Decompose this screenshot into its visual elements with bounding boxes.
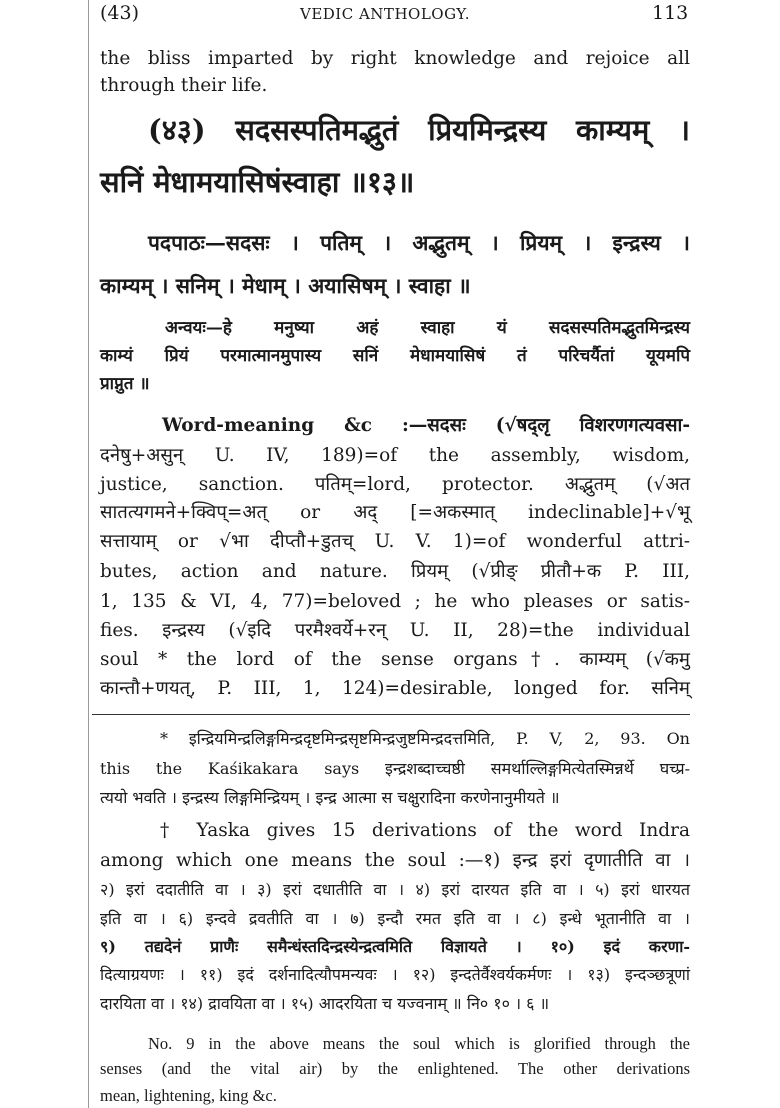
closing-line: No. 9 in the above means the soul which is glorified through the <box>148 1034 690 1053</box>
running-title: VEDIC ANTHOLOGY. <box>300 5 471 23</box>
footnote-line: दारयिता वा । १४) द्रावयिता वा । १५) आदरयिता च यज्वनाम् ॥ नि० १० । ६ ॥ <box>100 994 550 1013</box>
section-number: (43) <box>100 2 140 24</box>
footnote-line: * इन्द्रियमिन्द्रलिङ्गमिन्द्रदृष्टमिन्द्रसृष्टमिन्द्रजुष्टमिन्द्रदत्तमिति, P. V, 2, 93. On <box>160 729 690 748</box>
padapatha-line: काम्यम् । सनिम् । मेधाम् । अयासिषम् । स्वाहा ॥ <box>100 273 471 298</box>
closing-line: mean, lightening, king &c. <box>100 1086 277 1105</box>
footnote-line: among which one means the soul :—१) इन्द्र इरां दृणातीति वा । <box>100 850 690 871</box>
verse-line: (४३) सदसस्पतिमद्भुतं प्रियमिन्द्रस्य काम्यम् । <box>148 113 690 147</box>
word-meaning-line: fies. इन्द्रस्य (√इदि परमैश्वर्ये+रन् U. II, 28)=the individual <box>100 620 690 641</box>
verse-line: सनिं मेधामयासिषंस्वाहा ॥१३॥ <box>100 165 415 199</box>
word-meaning-line: दनेषु+असुन् U. IV, 189)=of the assembly, wisdom, <box>100 445 690 466</box>
anvaya-line: प्राप्नुत ॥ <box>100 374 150 394</box>
footnote-rule <box>92 714 690 715</box>
page-margin-line <box>88 0 89 1108</box>
page-number: 113 <box>652 2 689 24</box>
word-meaning-line: 1, 135 & VI, 4, 77)=beloved ; he who pleases or satis- <box>100 591 690 612</box>
word-meaning-line: कान्तौ+णयत्, P. III, 1, 124)=desirable, longed for. सनिम् <box>100 678 690 699</box>
intro-line: the bliss imparted by right knowledge and rejoice all <box>100 48 690 69</box>
word-meaning-line: सत्तायाम् or √भा दीप्तौ+डुतच् U. V. 1)=of wonderful attri- <box>100 531 690 552</box>
footnote-line: ९) तद्यदेनं प्राणैः समैन्धंस्तदिन्द्रस्येन्द्रत्वमिति विज्ञायते । १०) इदं करणा- <box>100 937 690 956</box>
footnote-line: this the Kaśikakara says इन्द्रशब्दाच्चष्ठी समर्थाल्लिङ्गमित्येतस्मिन्नर्थे घच्प्र- <box>100 759 690 778</box>
word-meaning-line: soul * the lord of the sense organs†. काम्यम् (√कमु <box>100 649 690 670</box>
word-meaning-line: Word-meaning &c :—सदसः (√षद्लृ विशरणगत्यवसा- <box>162 415 690 436</box>
footnote-line: त्ययो भवति । इन्द्रस्य लिङ्गमिन्द्रियम् । इन्द्र आत्मा स चक्षुरादिना करणेनानुमीयते ॥ <box>100 788 560 807</box>
footnote-line: २) इरां ददातीति वा । ३) इरां दधातीति वा । ४) इरां दारयत इति वा । ५) इरां धारयत <box>100 880 690 899</box>
footnote-line: दित्याग्रयणः । ११) इदं दर्शनादित्यौपमन्यवः । १२) इन्दतेर्वैश्वर्यकर्मणः । १३) इन्दञ्छत्रूणां <box>100 965 690 984</box>
padapatha-line: पदपाठः—सदसः । पतिम् । अद्भुतम् । प्रियम् । इन्द्रस्य । <box>148 230 690 255</box>
word-meaning-line: सातत्यगमने+क्विप्=अत् or अद् [=अकस्मात् indeclinable]+√भू <box>100 502 690 523</box>
word-meaning-line: butes, action and nature. प्रियम् (√प्रीङ् प्रीतौ+क P. III, <box>100 561 690 582</box>
word-meaning-line: justice, sanction. पतिम्=lord, protector. अद्भुतम् (√अत <box>100 474 690 495</box>
anvaya-line: काम्यं प्रियं परमात्मानमुपास्य सनिं मेधामयासिषं तं परिचर्यैतां यूयमपि <box>100 346 690 366</box>
footnote-line: † Yaska gives 15 derivations of the word Indra <box>160 820 690 841</box>
intro-line: through their life. <box>100 75 268 96</box>
footnote-line: इति वा । ६) इन्दवे द्रवतीति वा । ७) इन्दौ रमत इति वा । ८) इन्धे भूतानीति वा । <box>100 909 690 928</box>
anvaya-line: अन्वयः—हे मनुष्या अहं स्वाहा यं सदसस्पतिमद्भुतमिन्द्रस्य <box>165 318 690 338</box>
closing-line: senses (and the vital air) by the enlightened. The other derivations <box>100 1059 690 1078</box>
